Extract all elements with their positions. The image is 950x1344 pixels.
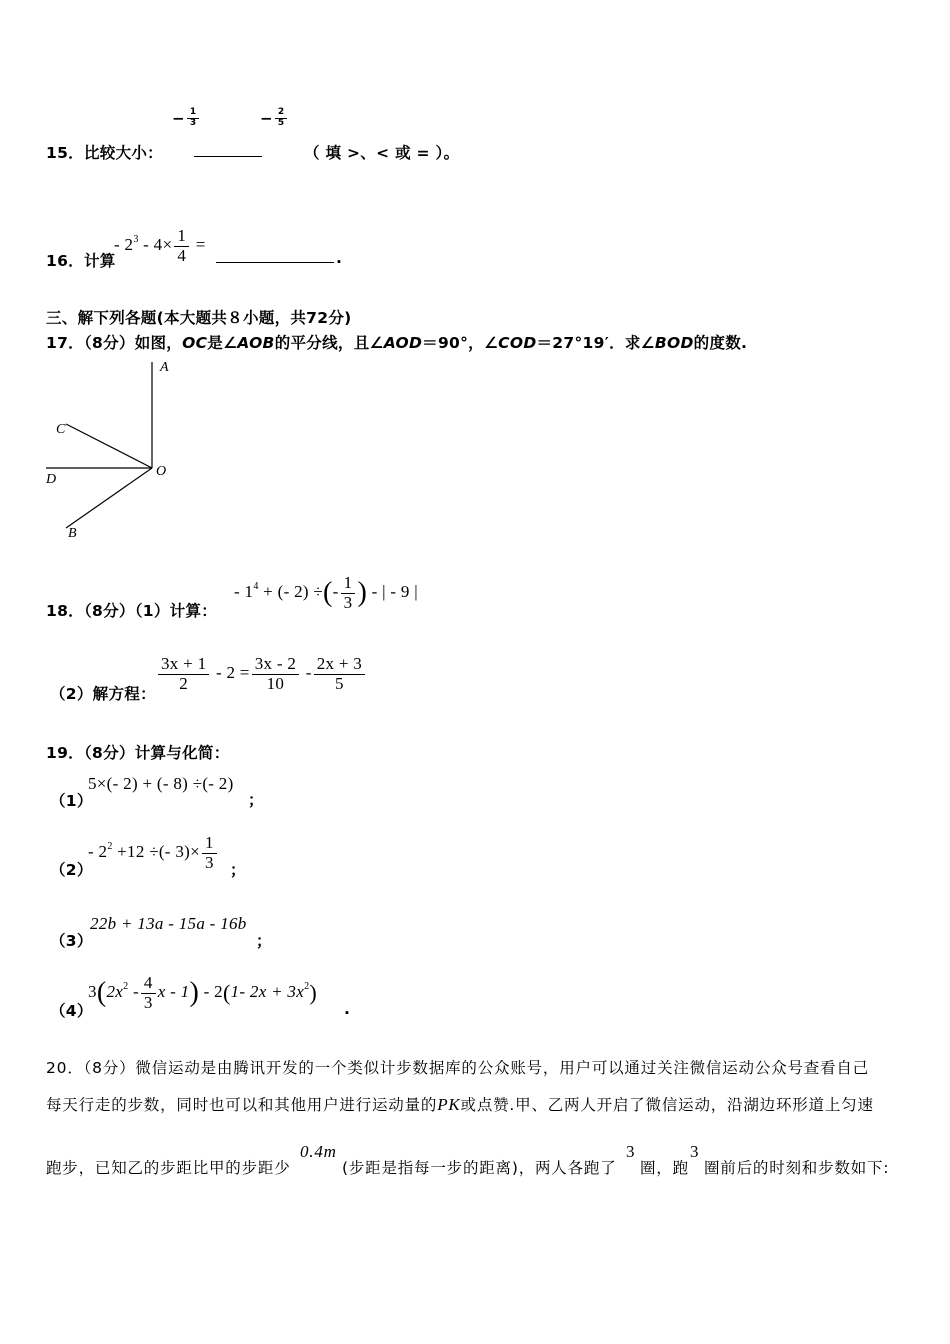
ray-ob: [66, 468, 152, 528]
question-19-title: 19．（8分）计算与化简：: [46, 744, 230, 762]
question-17: 17．（8分）如图，OC是∠AOB的平分线，且∠AOD＝90°，∠COD＝27°19′．求∠BOD的度数.: [46, 334, 748, 352]
question-20-line-1: 20．（8分）微信运动是由腾讯开发的一个类似计步数据库的公众账号，用户可以通过关注微信运动公众号查看自己: [46, 1059, 869, 1077]
q15-fraction-b: − $\frac{2}{5}$: [260, 108, 289, 129]
q15-suffix: （ 填 >、< 或 = ）。: [304, 144, 460, 162]
q18-part2-equation: $\frac{3x + 1}{2}$ - 2 = $\frac{3x - 2}{10}$ - $\frac{2x + 3}{5}$: [156, 655, 367, 693]
label-d: D: [46, 472, 57, 487]
q16-end: .: [336, 249, 343, 267]
label-o: O: [156, 464, 167, 479]
ray-oc: [66, 424, 152, 468]
q16-expression: - $2^3 - 4\times$ $\frac{1}{4}$ =: [114, 226, 206, 265]
angle-figure: [40, 358, 190, 548]
angle-figure-lines: [40, 358, 190, 548]
section-3-title: 三、解下列各题(本大题共８小题，共72分): [46, 309, 352, 327]
q18-part1-prefix: 18．（8分）（1）计算：: [46, 602, 218, 620]
q18-part2-prefix: （2）解方程：: [50, 685, 156, 703]
q18-part1-expression: - $1^4$ + (- 2) ÷(- $\frac{1}{3}$ ) - | - 9 |: [234, 573, 418, 612]
q16-prefix: 16．计算: [46, 252, 116, 270]
label-b: B: [68, 526, 77, 541]
q15-answer-blank[interactable]: [194, 142, 262, 157]
question-20-line-2: 每天行走的步数，同时也可以和其他用户进行运动量的PK或点赞.甲、乙两人开启了微信运动，沿湖边环形道上匀速: [46, 1095, 874, 1114]
label-a: A: [160, 360, 169, 375]
label-c: C: [56, 422, 66, 437]
q15-prefix: 15．比较大小：: [46, 144, 163, 162]
q16-answer-blank[interactable]: [216, 248, 334, 263]
q15-fraction-a: − $\frac{1}{3}$: [172, 108, 201, 129]
